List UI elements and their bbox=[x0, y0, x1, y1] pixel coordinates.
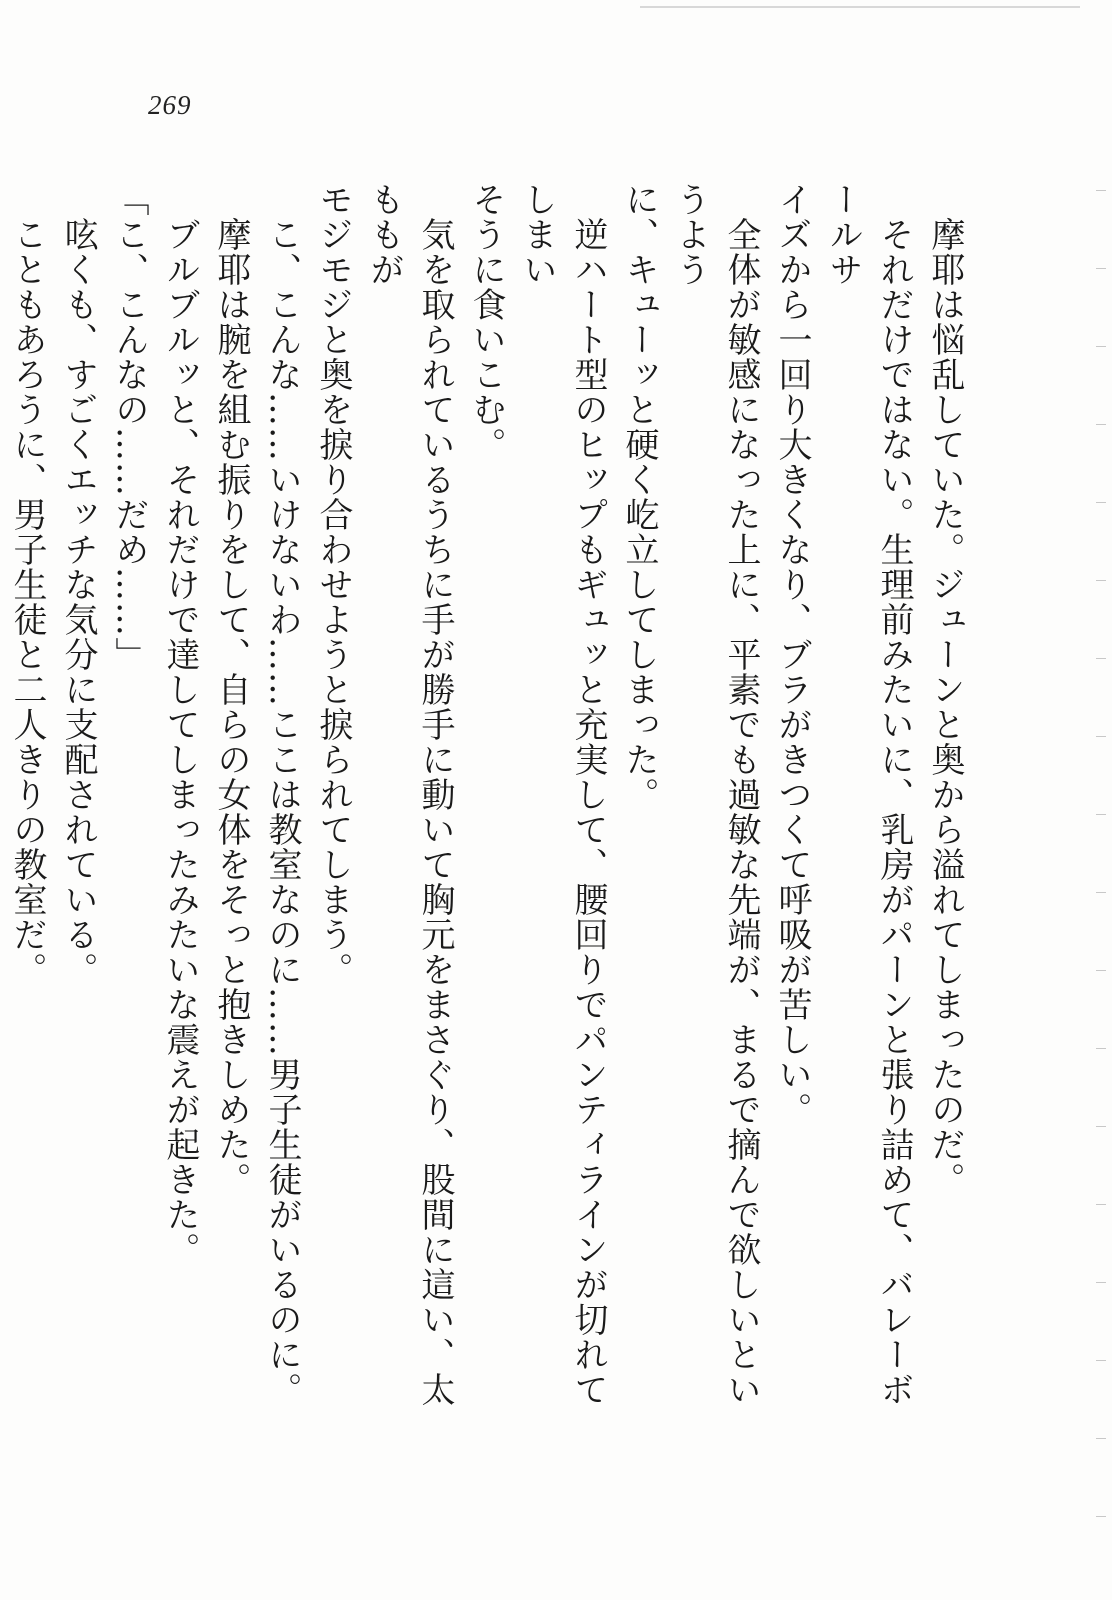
text-line: 「こ、こんなの……だめ……」 bbox=[109, 182, 149, 672]
text-line: 呟くも、すごくエッチな気分に支配されている。 bbox=[58, 182, 98, 987]
text-line: こ、こんな……いけないわ……ここは教室なのに……男子生徒がいるのに。 bbox=[262, 182, 302, 1407]
text-line: それだけではない。生理前みたいに、乳房がパーンと張り詰めて、バレーボールサ bbox=[823, 182, 914, 1407]
text-line: モジモジと奥を捩り合わせようと捩られてしまう。 bbox=[313, 182, 353, 987]
text-line: に、キューッと硬く屹立してしまった。 bbox=[619, 182, 659, 812]
text-line: ブルブルッと、それだけで達してしまったみたいな震えが起きた。 bbox=[160, 182, 200, 1267]
text-line: 摩耶は悩乱していた。ジューンと奥から溢れてしまったのだ。 bbox=[925, 182, 965, 1197]
text-line: 全体が敏感になった上に、平素でも過敏な先端が、まるで摘んで欲しいというよう bbox=[670, 182, 761, 1407]
text-line: こともあろうに、男子生徒と二人きりの教室だ。 bbox=[7, 182, 47, 987]
scan-edge-line bbox=[640, 6, 1080, 8]
text-line: そうに食いこむ。 bbox=[466, 182, 506, 462]
text-line: 気を取られているうちに手が勝手に動いて胸元をまさぐり、股間に這い、太ももが bbox=[364, 182, 455, 1407]
text-line: 逆ハート型のヒップもギュッと充実して、腰回りでパンティラインが切れてしまい bbox=[517, 182, 608, 1407]
text-line: イズから一回り大きくなり、ブラがきつくて呼吸が苦しい。 bbox=[772, 182, 812, 1127]
page-gutter-marks bbox=[1090, 0, 1112, 1600]
text-line bbox=[0, 182, 1, 1422]
page-number: 269 bbox=[148, 90, 192, 120]
text-line: 摩耶は腕を組む振りをして、自らの女体をそっと抱きしめた。 bbox=[211, 182, 251, 1197]
vertical-text-body bbox=[7, 182, 970, 1422]
